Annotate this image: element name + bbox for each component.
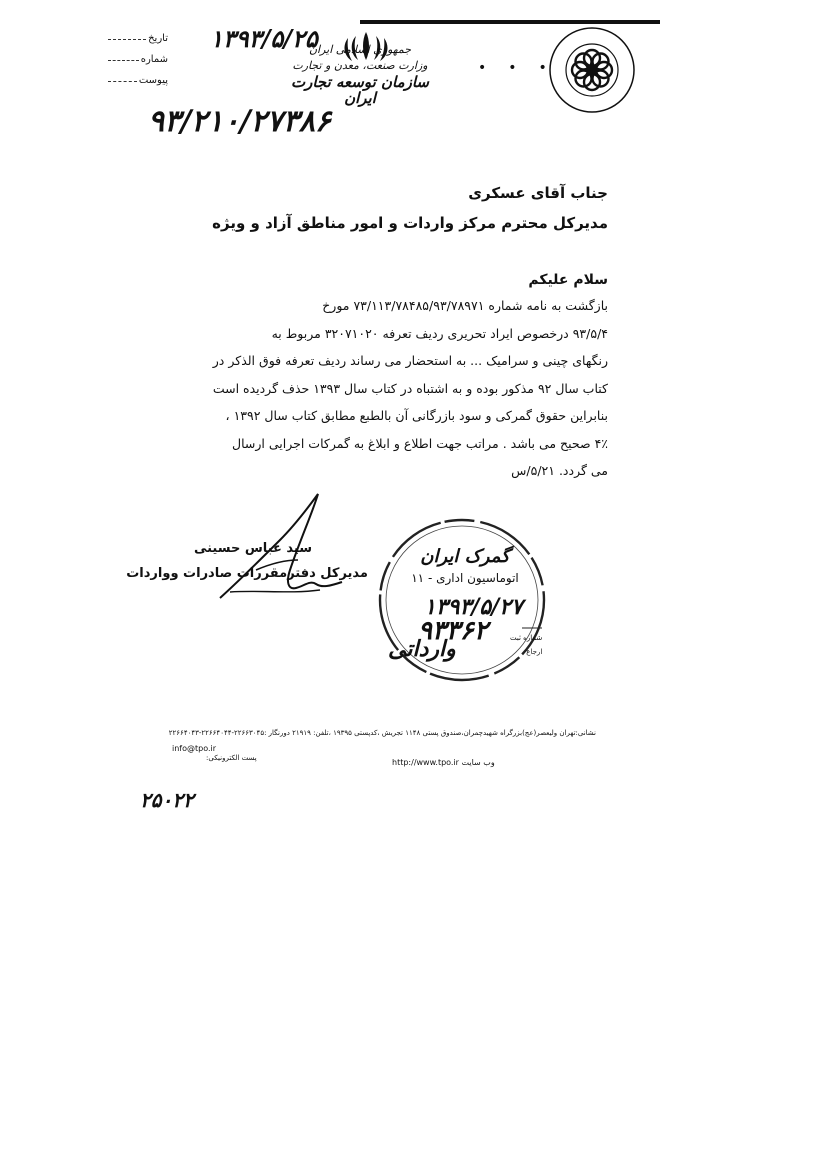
body-line: می گردد. ۵/۲۱/س: [511, 463, 608, 478]
gov-line-ministry: وزارت صنعت، معدن و تجارت: [292, 59, 428, 72]
field-date-line: [108, 38, 146, 40]
stamp-office: اتوماسیون اداری - ۱۱: [411, 571, 519, 585]
header-dots: •••: [478, 60, 569, 76]
footer-website: [392, 758, 495, 767]
stamp-labels: [510, 634, 542, 656]
gov-line-republic: جمهوری اسلامی ایران: [308, 43, 412, 56]
footer-address: نشانی:تهران ولیعصر(عج)بزرگراه شهیدچمران،صندوق پستی ۱۱۴۸ تجریش ،کدپستی ۱۹۳۹۵ ،تلفن: ۲۱۹۱۹ دورنگار :۲۲۶۶۳۰۴۵-۲۲۶۶۴۰۴۴-۲۲۶۶۴۰۴۳: [168, 729, 596, 737]
greeting: سلام علیکم: [528, 272, 608, 288]
letter-number: ۹۳/۲۱۰/۲۷۳۸۶: [148, 104, 332, 139]
stamp-number: ۹۳۳۶۲: [418, 616, 488, 646]
footer-website-url: http://www.tpo.ir: [392, 758, 459, 767]
field-number-label: شماره: [140, 54, 168, 65]
header-rule: [360, 20, 660, 24]
handwritten-signature: [200, 490, 360, 610]
signer-title: مدیرکل دفترمقررات صادرات وواردات: [126, 566, 368, 581]
letter-date: ۱۳۹۳/۵/۲۵: [210, 24, 318, 53]
field-date-label: تاریخ: [148, 33, 168, 44]
field-number-line: [108, 59, 139, 61]
field-date: [108, 28, 168, 49]
signer-name: سید عباس حسینی: [193, 541, 312, 556]
header-fields: [108, 28, 168, 91]
tpo-logo-icon: [548, 26, 636, 114]
addressee-name: جناب آقای عسکری: [468, 184, 608, 202]
footer-email-label: پست الکترونیکی:: [206, 754, 257, 762]
stamp-handwriting: وارداتی: [388, 636, 456, 662]
body-line: بازگشت به نامه شماره ۷۳/۱۱۳/۷۸۴۸۵/۹۳/۷۸۹۷۱ مورخ: [322, 298, 608, 313]
stamp-date: ۱۳۹۳/۵/۲۷: [424, 594, 523, 620]
field-number: [108, 49, 168, 70]
archive-number: ۲۵۰۲۲: [140, 788, 194, 812]
footer-website-label: وب سایت: [461, 758, 495, 767]
footer-email: info@tpo.ir: [172, 744, 217, 753]
body-line: ۹۳/۵/۴ درخصوص ایراد تحریری ردیف تعرفه ۳۲۰۷۱۰۲۰ مربوط به: [271, 325, 608, 341]
body-line: ۴٪ صحیح می باشد . مراتب جهت اطلاع و ابلاغ به گمرکات اجرایی ارسال: [232, 435, 608, 451]
field-attachment-line: [108, 80, 137, 82]
body-line: بنابراین حقوق گمرکی و سود بازرگانی آن بالطبع مطابق کتاب سال ۱۳۹۲ ،: [225, 408, 608, 423]
addressee-title: مدیرکل محترم مرکز واردات و امور مناطق آزاد و ویژه: [212, 214, 608, 232]
ministry-heading: [290, 42, 430, 106]
letter-body: [148, 292, 608, 485]
stamp-title: گمرک ایران: [420, 546, 510, 567]
gov-line-organization: سازمان توسعه تجارت ایران: [290, 73, 429, 107]
field-attachment: [108, 70, 168, 91]
stamp-ref-label: ارجاع: [526, 648, 543, 656]
body-line: کتاب سال ۹۲ مذکور بوده و به اشتباه در کتاب سال ۱۳۹۳ حذف گردیده است: [212, 380, 608, 396]
body-line: رنگهای چینی و سرامیک ... به استحضار می رساند ردیف تعرفه فوق الذکر در: [212, 353, 608, 368]
stamp-reg-label: شماره ثبت: [510, 634, 543, 642]
field-attachment-label: پیوست: [138, 75, 168, 86]
